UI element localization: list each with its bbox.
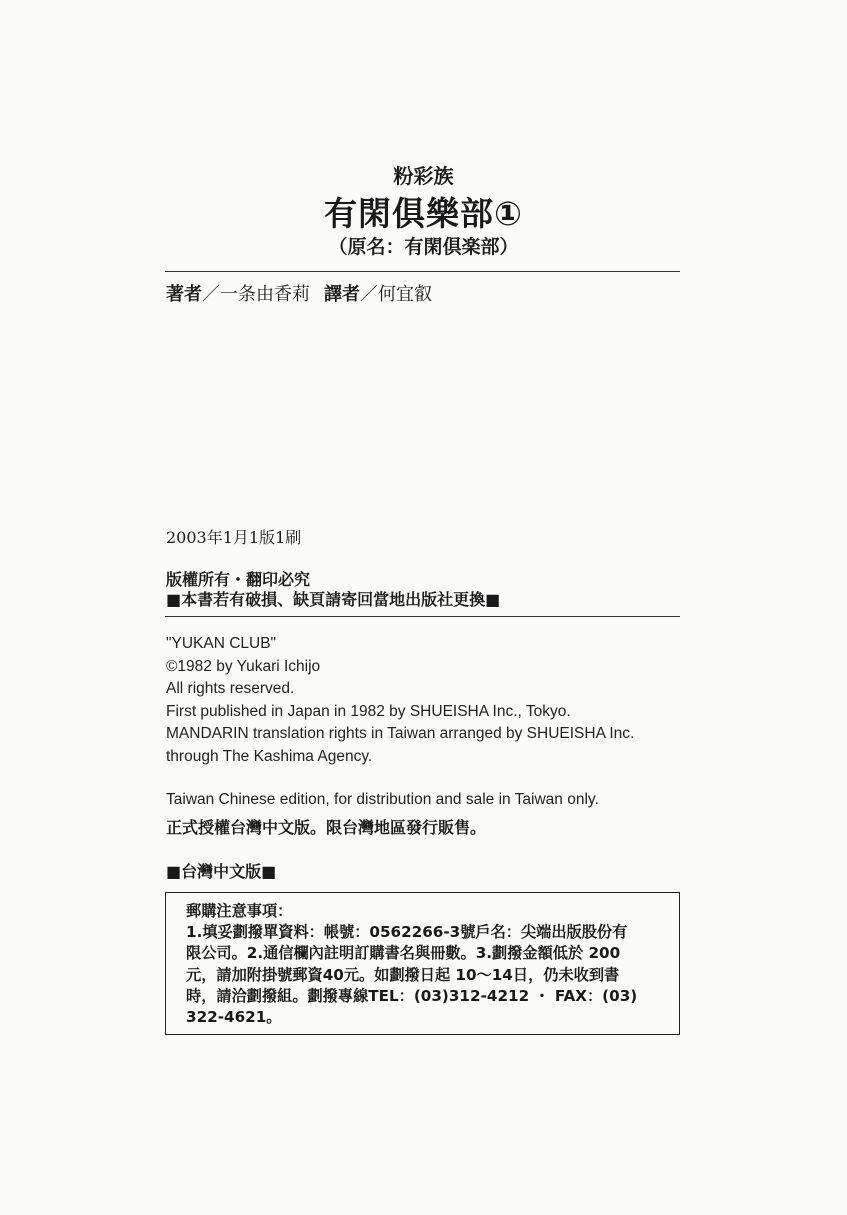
license-block	[166, 633, 634, 769]
defect-notice: ■本書若有破損、缺頁請寄回當地出版社更換■	[166, 590, 501, 609]
mail-order-line: 限公司。2.通信欄內註明訂購書名與冊數。3.劃撥金額低於 200	[186, 944, 621, 963]
mail-order-text	[186, 901, 676, 1028]
license-line: First published in Japan in 1982 by SHUEISHA Inc., Tokyo.	[166, 702, 571, 720]
license-line: "YUKAN CLUB"	[166, 635, 277, 652]
mail-order-line: 元，請加附掛號郵資40元。如劃撥日起 10～14日，仍未收到書	[186, 965, 620, 984]
mail-order-box	[165, 892, 680, 1035]
translator-name: ／何宜叡	[360, 284, 432, 305]
credits-line	[166, 280, 432, 306]
original-title: （原名：有閑倶楽部）	[328, 236, 519, 258]
divider-top	[165, 271, 680, 272]
taiwan-edition-zh: 正式授權台灣中文版。限台灣地區發行販售。	[166, 818, 487, 837]
edition-label: ■台灣中文版■	[166, 862, 277, 881]
author-name: ／一条由香莉	[202, 284, 310, 305]
publication-date: 2003年1月1版1刷	[166, 528, 302, 547]
taiwan-edition-en: Taiwan Chinese edition, for distribution and sale in Taiwan only.	[166, 791, 599, 808]
mail-order-line: 322-4621。	[186, 1008, 282, 1027]
license-line: All rights reserved.	[166, 680, 295, 698]
book-title: 有閑俱樂部①	[324, 194, 523, 233]
mail-order-line: 郵購注意事項：	[186, 902, 293, 920]
license-line: through The Kashima Agency.	[166, 747, 373, 765]
author-label: 著者	[166, 284, 202, 305]
mail-order-line: 時，請洽劃撥組。劃撥專線TEL：(03)312-4212 ・ FAX：(03)	[186, 986, 638, 1005]
series-name: 粉彩族	[393, 164, 454, 188]
divider-middle	[165, 616, 680, 617]
license-line: MANDARIN translation rights in Taiwan arranged by SHUEISHA Inc.	[166, 725, 635, 743]
license-line: ©1982 by Yukari Ichijo	[166, 657, 321, 675]
translator-label: 譯者	[324, 284, 360, 305]
mail-order-line: 1.填妥劃撥單資料：帳號：0562266-3號戶名：尖端出版股份有	[186, 923, 628, 942]
rights-notice: 版權所有・翻印必究	[166, 570, 311, 589]
